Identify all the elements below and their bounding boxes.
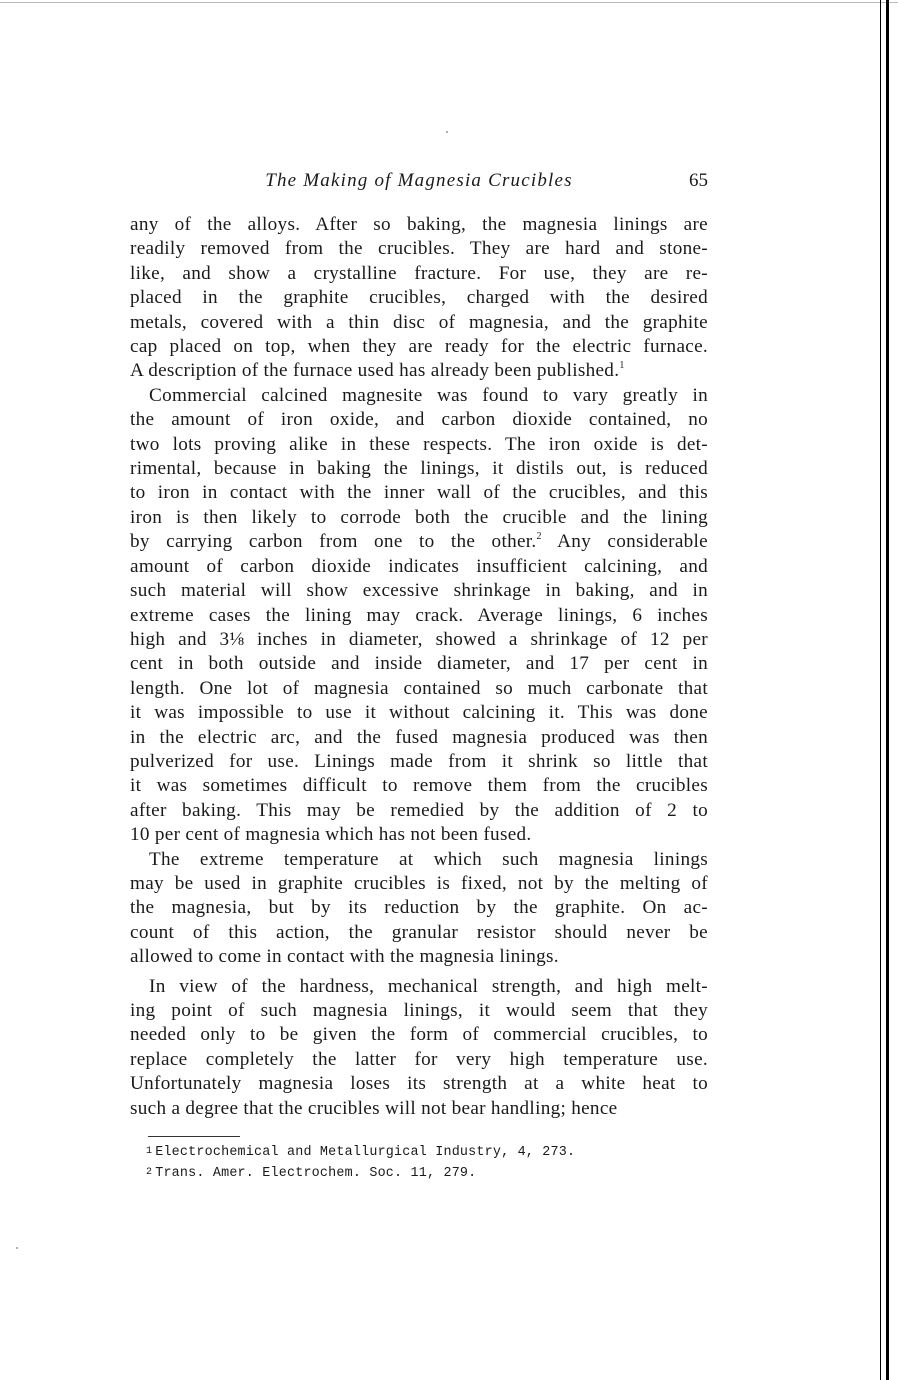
scan-speck bbox=[446, 131, 448, 133]
paragraph bbox=[130, 848, 708, 970]
footnote-marker: 2 bbox=[536, 531, 542, 543]
text-line: A description of the furnace used has already been published.$^1$ bbox=[130, 360, 625, 382]
text-line: The extreme temperature at which such magnesia linings bbox=[149, 848, 708, 870]
text-line: two lots proving alike in these respects. The iron oxide is det- bbox=[130, 433, 708, 455]
body-text bbox=[130, 213, 708, 1121]
running-header bbox=[130, 170, 708, 196]
text-line: high and 3⅛ inches in diameter, showed a shrinkage of 12 per bbox=[130, 628, 708, 650]
footnote-rule bbox=[148, 1136, 240, 1137]
text-line: may be used in graphite crucibles is fixed, not by the melting of bbox=[130, 872, 708, 894]
text-line: readily removed from the crucibles. They are hard and stone- bbox=[130, 238, 708, 260]
text-line: the amount of iron oxide, and carbon dioxide contained, no bbox=[130, 409, 708, 431]
text-line: needed only to be given the form of commercial crucibles, to bbox=[130, 1024, 708, 1046]
running-title: The Making of Magnesia Crucibles bbox=[265, 170, 573, 191]
text-line: pulverized for use. Linings made from it shrink so little that bbox=[130, 750, 708, 772]
text-line: metals, covered with a thin disc of magnesia, and the graphite bbox=[130, 311, 708, 333]
footnote-mark: 2 bbox=[146, 1167, 153, 1178]
text-line: to iron in contact with the inner wall of the crucibles, and this bbox=[130, 482, 708, 504]
text-line: any of the alloys. After so baking, the magnesia linings are bbox=[130, 214, 708, 235]
text-line: placed in the graphite crucibles, charged with the desired bbox=[130, 287, 708, 309]
text-line: such a degree that the crucibles will not bear handling; hence bbox=[130, 1097, 618, 1119]
text-line: like, and show a crystalline fracture. For use, they are re- bbox=[130, 262, 708, 284]
text-line: it was sometimes difficult to remove them from the crucibles bbox=[130, 775, 708, 797]
footnote-text: Electrochemical and Metallurgical Industry, 4, 273. bbox=[155, 1145, 576, 1160]
text-line: in the electric arc, and the fused magnesia produced was then bbox=[130, 726, 708, 748]
text-line: cent in both outside and inside diameter, and 17 per cent in bbox=[130, 653, 708, 675]
text-line: 10 per cent of magnesia which has not been fused. bbox=[130, 824, 532, 846]
text-line: length. One lot of magnesia contained so much carbonate that bbox=[130, 677, 708, 699]
text-line: such material will show excessive shrinkage in baking, and in bbox=[130, 580, 708, 602]
scan-speck bbox=[16, 1247, 18, 1249]
scan-border-thick bbox=[886, 0, 889, 1380]
footnote-text: Trans. Amer. Electrochem. Soc. 11, 279. bbox=[155, 1166, 477, 1181]
text-line: by carrying carbon from one to the other.$^2$ Any considerable bbox=[130, 531, 708, 553]
text-line: after baking. This may be remedied by the addition of 2 to bbox=[130, 799, 708, 821]
text-line: cap placed on top, when they are ready for the electric furnace. bbox=[130, 336, 708, 358]
paragraph bbox=[130, 384, 708, 848]
text-line: the magnesia, but by its reduction by the graphite. On ac- bbox=[130, 897, 708, 919]
text-line: In view of the hardness, mechanical strength, and high melt- bbox=[149, 975, 708, 997]
text-line: iron is then likely to corrode both the crucible and the lining bbox=[130, 506, 708, 528]
footnote bbox=[146, 1142, 575, 1163]
text-line: count of this action, the granular resistor should never be bbox=[130, 921, 708, 943]
footnote-mark: 1 bbox=[146, 1146, 153, 1157]
footnote bbox=[146, 1163, 575, 1184]
paragraph bbox=[130, 975, 708, 1121]
footnotes bbox=[146, 1142, 575, 1184]
text-line: allowed to come in contact with the magnesia linings. bbox=[130, 946, 559, 968]
text-line: it was impossible to use it without calcining it. This was done bbox=[130, 702, 708, 724]
text-line: rimental, because in baking the linings, it distils out, is reduced bbox=[130, 458, 708, 480]
text-line: amount of carbon dioxide indicates insufficient calcining, and bbox=[130, 555, 708, 577]
text-line: replace completely the latter for very high temperature use. bbox=[130, 1048, 708, 1070]
footnote-marker: 1 bbox=[619, 360, 625, 372]
text-line: Unfortunately magnesia loses its strength at a white heat to bbox=[130, 1073, 708, 1095]
scan-border-thin bbox=[880, 0, 881, 1380]
text-line: extreme cases the lining may crack. Average linings, 6 inches bbox=[130, 604, 708, 626]
text-line: Commercial calcined magnesite was found to vary greatly in bbox=[149, 384, 708, 406]
paragraph bbox=[130, 213, 708, 384]
page-top-edge bbox=[0, 2, 898, 3]
page-number: 65 bbox=[689, 170, 708, 191]
text-line: ing point of such magnesia linings, it would seem that they bbox=[130, 1000, 708, 1021]
